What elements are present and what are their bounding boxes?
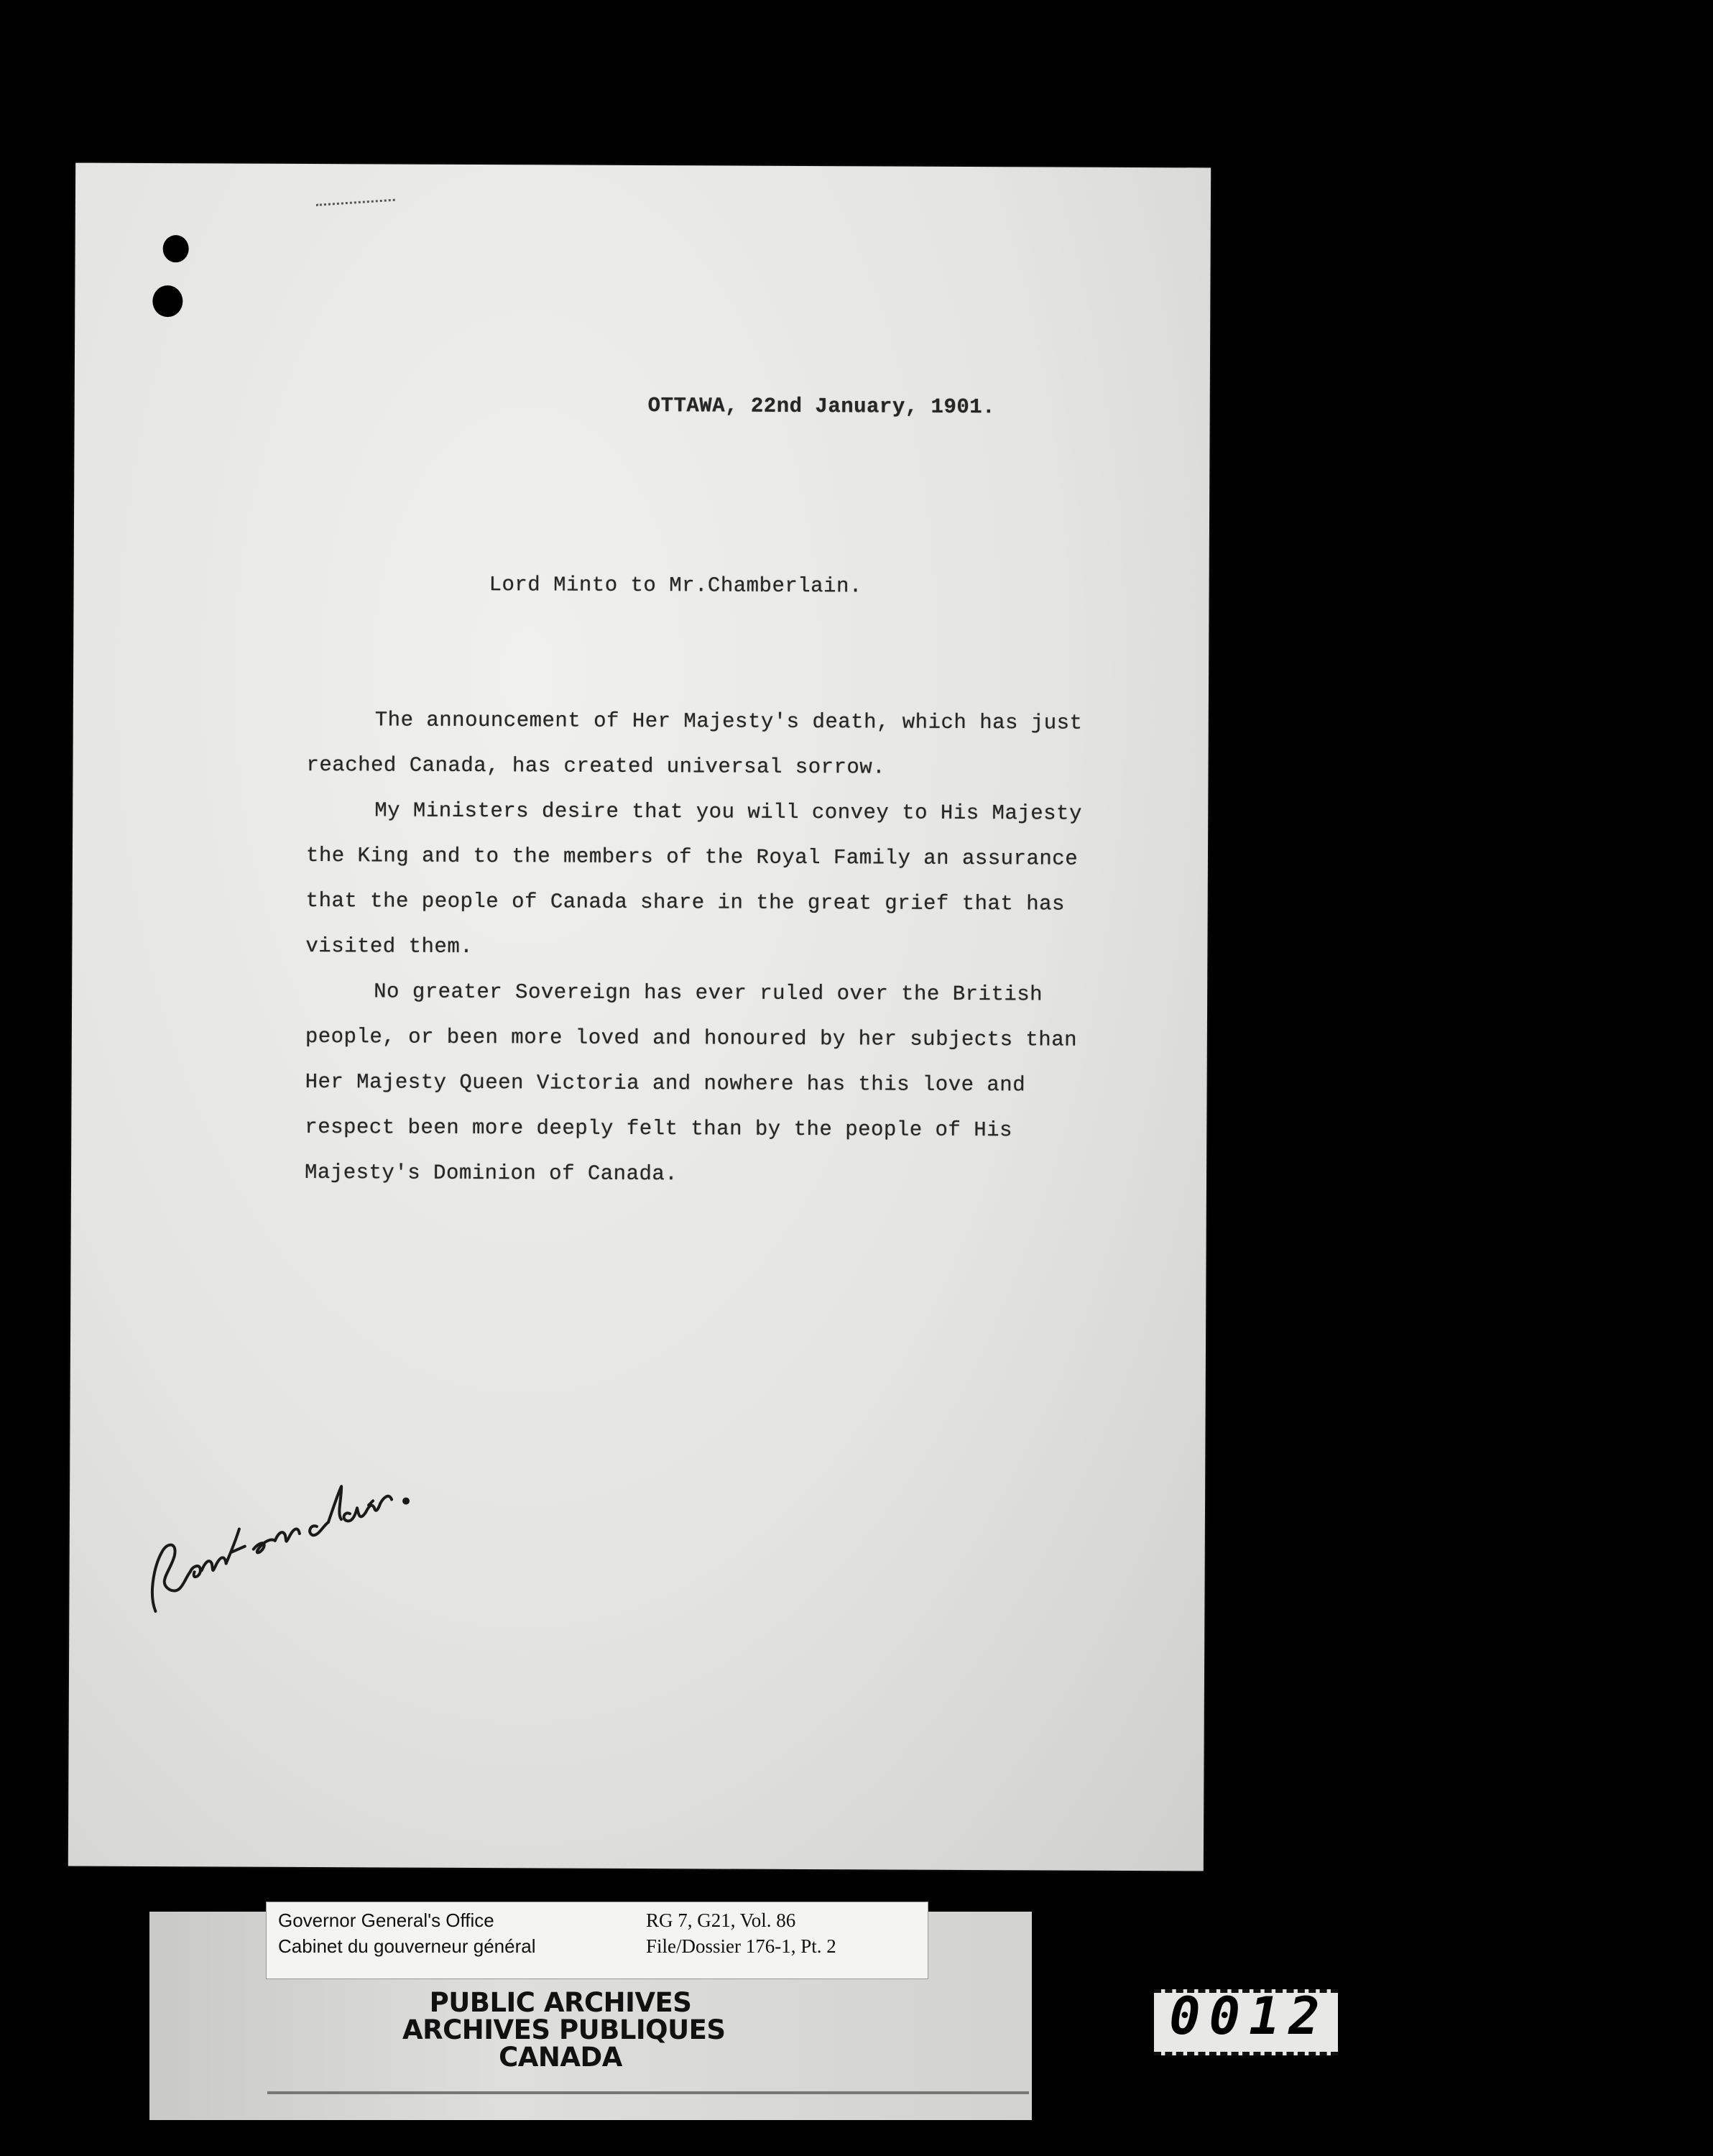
- letter-page: [68, 163, 1211, 1871]
- letter-paragraph-1: The announcement of Her Majesty's death, which has just reached Canada, has created universal sorrow.: [306, 708, 1083, 780]
- punch-hole-bottom: [152, 285, 183, 317]
- archive-reference-strip: [266, 1902, 928, 1979]
- paper-mark: [316, 199, 395, 208]
- record-group-reference: RG 7, G21, Vol. 86: [646, 1909, 796, 1931]
- letter-paragraph-3: No greater Sovereign has ever ruled over the British people, or been more loved and honoured by her subjects than Her Majesty Queen Victoria and nowhere has this love and respect been more deeply felt than by the people of His Majesty's Dominion of Canada.: [304, 980, 1078, 1187]
- public-archives-stamp: [402, 1987, 726, 2073]
- stamp-line-3: CANADA: [499, 2042, 622, 2073]
- file-reference: File/Dossier 176-1, Pt. 2: [646, 1935, 836, 1957]
- letter-paragraph-2: My Ministers desire that you will convey to His Majesty the King and to the members of the Royal Family an assurance that the people of Canada share in the great grief that has visited them.: [305, 798, 1082, 959]
- punch-hole-top: [163, 235, 189, 262]
- handwritten-note-sent-en-clair: [112, 1457, 458, 1645]
- letter-salutation: Lord Minto to Mr.Chamberlain.: [489, 573, 862, 599]
- office-name-english: Governor General's Office: [278, 1909, 494, 1931]
- office-name-french: Cabinet du gouverneur général: [278, 1935, 536, 1957]
- stamp-line-1: PUBLIC ARCHIVES: [429, 1987, 692, 2018]
- frame-number: 0012: [1169, 1986, 1329, 2046]
- letter-body: [305, 697, 1126, 1199]
- letter-dateline: OTTAWA, 22nd January, 1901.: [647, 394, 996, 420]
- label-divider: [267, 2091, 1029, 2094]
- stamp-line-2: ARCHIVES PUBLIQUES: [402, 2014, 726, 2045]
